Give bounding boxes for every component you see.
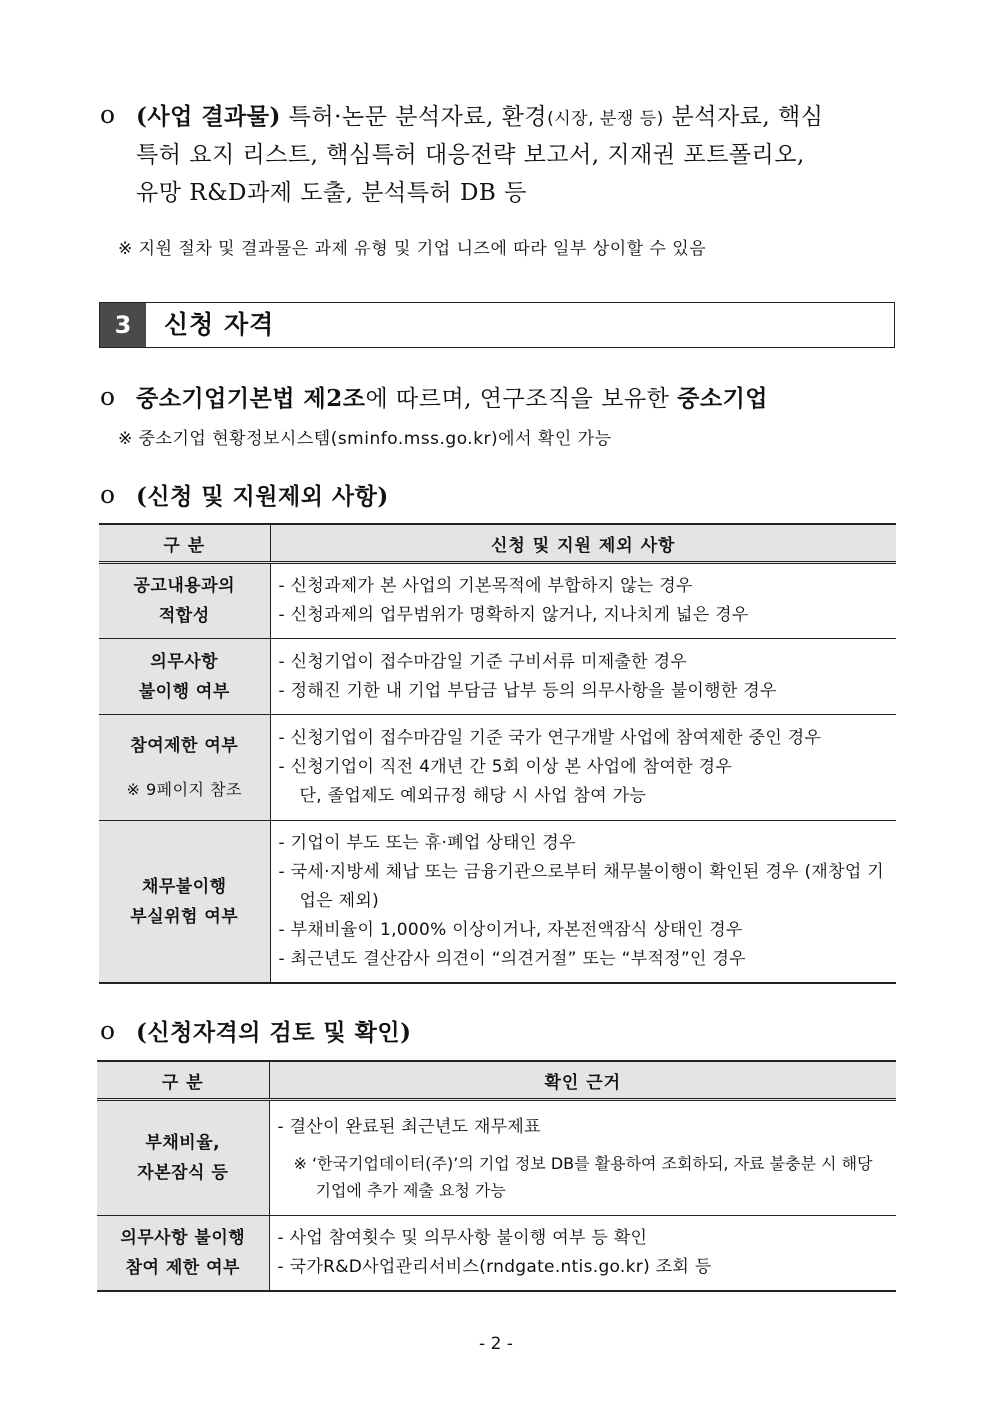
exclusion-table — [99, 523, 896, 984]
bullet-marker: o — [100, 1016, 116, 1045]
bullet-marker: o — [100, 100, 116, 129]
review-table — [97, 1060, 896, 1292]
table-row: 참여제한 여부 ※ 9페이지 참조 - 신청기업이 접수마감일 기준 국가 연구개발 사업에 참여제한 중인 경우 - 신청기업이 직전 4개년 간 5회 이상 본 사업에 참여한 경우 단, 졸업제도 예외규정 해당 시 사업 참여 가능 — [99, 715, 896, 821]
header-category: 구 분 — [99, 524, 270, 563]
table-row: 채무불이행 부실위험 여부 - 기업이 부도 또는 휴·폐업 상태인 경우 - 국세·지방세 체납 또는 금융기관으로부터 채무불이행이 확인된 경우 (재창업 기업은 제외) - 부채비율이 1,000% 이상이거나, 자본전액잠식 상태인 경우 - 최근년도 결산감사 의견이 “의견거절” 또는 “부적정”인 경우 — [99, 821, 896, 984]
table-row: 부채비율, 자본잠식 등 - 결산이 완료된 최근년도 재무제표 ※ ‘한국기업데이터(주)’의 기업 정보 DB를 활용하여 조회하되, 자료 불충분 시 해당 기업에 추가 제출 요청 가능 — [97, 1100, 896, 1216]
section-header — [99, 302, 895, 348]
deliverables-paragraph: o (사업 결과물) 특허·논문 분석자료, 환경(시장, 분쟁 등) 분석자료, 핵심 특허 요지 리스트, 핵심특허 대응전략 보고서, 지재권 포트폴리오, 유망 R&D과제 도출, 분석특허 DB 등 — [100, 100, 824, 206]
eligibility-paragraph: o 중소기업기본법 제2조에 따르며, 연구조직을 보유한 중소기업 — [100, 382, 769, 412]
header-basis: 확인 근거 — [269, 1061, 896, 1100]
procedure-note: ※ 지원 절차 및 결과물은 과제 유형 및 기업 니즈에 따라 일부 상이할 수 있음 — [118, 239, 707, 259]
bullet-marker: o — [100, 382, 116, 411]
section-number: 3 — [100, 303, 146, 347]
header-category: 구 분 — [97, 1061, 269, 1100]
section-title: 신청 자격 — [164, 310, 275, 339]
table-row: 의무사항 불이행 여부 - 신청기업이 접수마감일 기준 구비서류 미제출한 경우 - 정해진 기한 내 기업 부담금 납부 등의 의무사항을 불이행한 경우 — [99, 639, 896, 715]
table-row: 의무사항 불이행 참여 제한 여부 - 사업 참여횟수 및 의무사항 불이행 여부 등 확인 - 국가R&D사업관리서비스(rndgate.ntis.go.kr) 조회 등 — [97, 1216, 896, 1292]
bullet-marker: o — [100, 480, 116, 509]
page-number: - 2 - — [479, 1334, 513, 1354]
header-content: 신청 및 지원 제외 사항 — [270, 524, 896, 563]
table-header-row — [97, 1061, 896, 1100]
review-heading: o (신청자격의 검토 및 확인) — [100, 1016, 412, 1046]
sminfo-note: ※ 중소기업 현황정보시스템(sminfo.mss.go.kr)에서 확인 가능 — [118, 429, 612, 449]
deliverables-label: (사업 결과물) — [136, 103, 281, 130]
table-header-row — [99, 524, 896, 563]
exclusion-heading: o (신청 및 지원제외 사항) — [100, 480, 389, 510]
table-row: 공고내용과의 적합성 - 신청과제가 본 사업의 기본목적에 부합하지 않는 경우 - 신청과제의 업무범위가 명확하지 않거나, 지나치게 넓은 경우 — [99, 563, 896, 639]
